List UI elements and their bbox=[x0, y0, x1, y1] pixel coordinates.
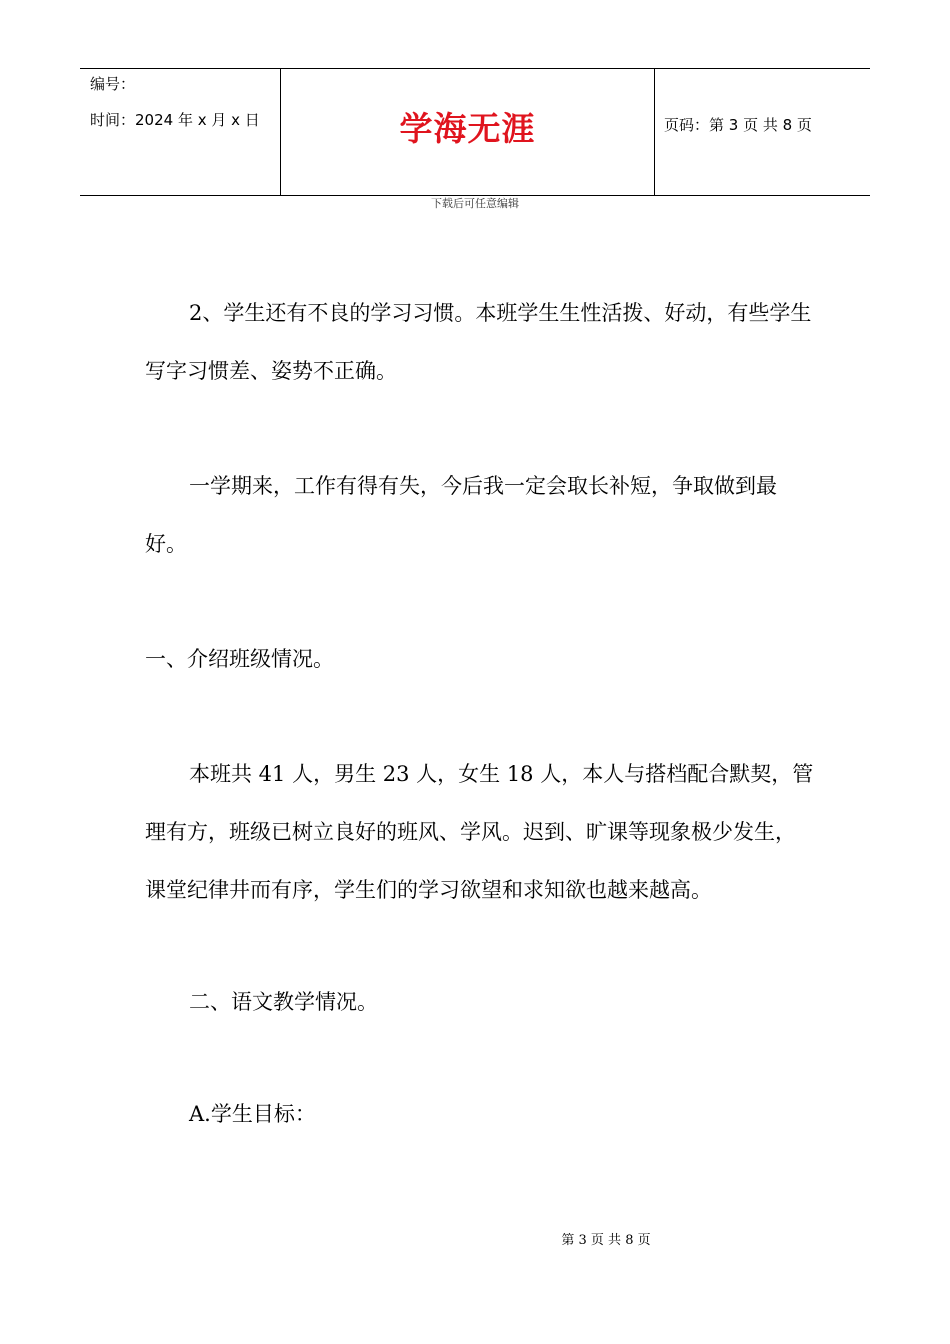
paragraph-class-info: 本班共 41 人，男生 23 人，女生 18 人，本人与搭档配合默契，管理有方，班级已树立良好的班风、学风。迟到、旷课等现象极少发生，课堂纪律井而有序，学生们的学习欲望和求知欲也越来越高。 bbox=[145, 762, 814, 902]
header-left-cell bbox=[80, 69, 280, 195]
serial-number-label: 编号： bbox=[90, 75, 136, 93]
paragraph-semester-summary: 一学期来，工作有得有失，今后我一定会取长补短，争取做到最好。 bbox=[145, 474, 777, 556]
section-heading-chinese-teaching: 二、语文教学情况。 bbox=[189, 990, 378, 1014]
brand-title: 学海无涯 bbox=[399, 109, 536, 148]
header-middle-cell bbox=[280, 69, 655, 195]
editable-note: 下载后可任意编辑 bbox=[431, 197, 519, 210]
section-heading-class-intro: 一、介绍班级情况。 bbox=[145, 647, 334, 671]
header-right-cell bbox=[654, 69, 870, 195]
page-footer: 第 3 页 共 8 页 bbox=[561, 1233, 651, 1248]
paragraph-habits: 2、学生还有不良的学习习惯。本班学生生性活拨、好动，有些学生写字习惯差、姿势不正确。 bbox=[145, 301, 812, 383]
header-table bbox=[80, 68, 870, 196]
subheading-student-goals: A.学生目标： bbox=[189, 1102, 316, 1126]
date-label: 时间：2024 年 x 月 x 日 bbox=[90, 111, 260, 129]
page-info-label: 页码：第 3 页 共 8 页 bbox=[664, 116, 812, 134]
